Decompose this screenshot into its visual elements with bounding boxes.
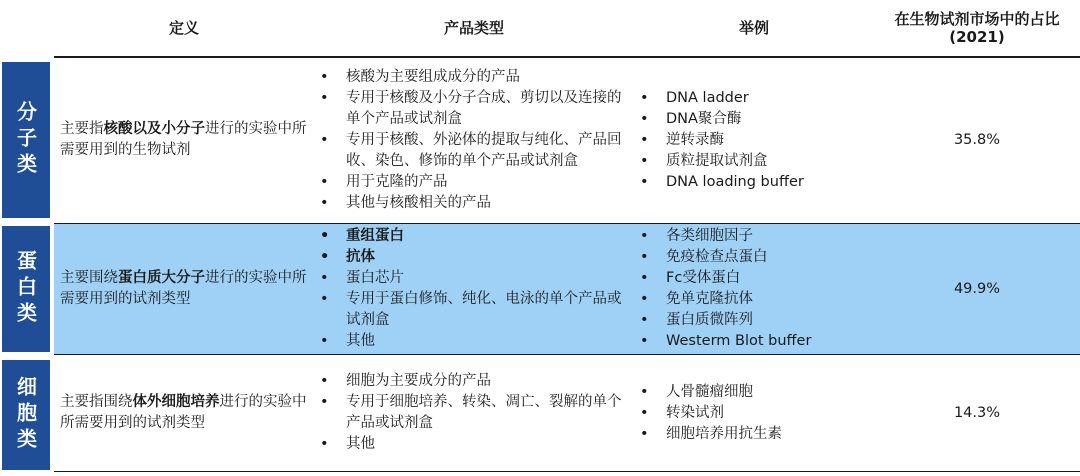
share-value: 35.8% <box>953 131 1001 148</box>
table-row-cell <box>54 355 1080 472</box>
header-share <box>874 0 1080 56</box>
list-item: • 专用于细胞培养、转染、凋亡、裂解的单个产品或试剂盒 <box>314 392 634 434</box>
definition-cell <box>60 57 310 223</box>
list-item: • 逆转录酶 <box>634 130 804 151</box>
category-text: 蛋白类 <box>13 250 38 328</box>
list-item: • 专用于核酸及小分子合成、剪切以及连接的单个产品或试剂盒 <box>314 88 634 130</box>
list-item: • DNA loading buffer <box>634 172 804 193</box>
example-list <box>634 226 811 352</box>
definition-cell <box>60 224 310 354</box>
product-type-cell <box>314 57 634 223</box>
header-example: 举例 <box>738 19 769 37</box>
table-row-molecular <box>54 57 1080 224</box>
definition-pre: 主要围绕 <box>60 270 118 286</box>
list-item: • Westerm Blot buffer <box>634 331 811 352</box>
header-product-type: 产品类型 <box>443 19 504 37</box>
definition-pre: 主要指 <box>60 121 104 137</box>
example-list <box>634 88 804 193</box>
list-item: • DNA聚合酶 <box>634 109 804 130</box>
definition-cell <box>60 355 310 471</box>
product-type-list <box>314 67 634 214</box>
list-item: • 质粒提取试剂盒 <box>634 151 804 172</box>
list-item: • 专用于蛋白修饰、纯化、电泳的单个产品或试剂盒 <box>314 289 634 331</box>
share-value: 49.9% <box>953 280 1001 297</box>
category-text: 细胞类 <box>13 376 38 454</box>
list-item: • 重组蛋白 <box>314 226 634 247</box>
definition-bold: 核酸以及小分子 <box>103 121 205 137</box>
header-share-year: (2021) <box>949 28 1005 46</box>
product-type-cell <box>314 355 634 471</box>
product-type-list <box>314 371 634 455</box>
category-label-molecular <box>2 62 50 218</box>
list-item: • 抗体 <box>314 247 634 268</box>
product-type-cell <box>314 224 634 354</box>
definition-bold: 蛋白质大分子 <box>118 270 205 286</box>
definition-bold: 体外细胞培养 <box>132 394 220 410</box>
list-item: • DNA ladder <box>634 88 804 109</box>
list-item: • 细胞培养用抗生素 <box>634 424 782 445</box>
list-item: • 人骨髓瘤细胞 <box>634 382 782 403</box>
list-item: • 蛋白芯片 <box>314 268 634 289</box>
definition-text <box>60 119 310 161</box>
example-cell <box>634 57 874 223</box>
definition-pre: 主要指围绕 <box>60 394 133 410</box>
list-item: • Fc受体蛋白 <box>634 268 811 289</box>
definition-post: 进行的实验中所需要用到的生物试剂 <box>60 121 307 158</box>
list-item: • 其他与核酸相关的产品 <box>314 193 634 214</box>
list-item: • 免单克隆抗体 <box>634 289 811 310</box>
list-item: • 转染试剂 <box>634 403 782 424</box>
list-item: • 其他 <box>314 434 634 455</box>
list-item: • 细胞为主要成分的产品 <box>314 371 634 392</box>
category-text: 分子类 <box>13 101 38 179</box>
example-cell <box>634 224 874 354</box>
list-item: • 其他 <box>314 331 634 352</box>
list-item: • 蛋白质微阵列 <box>634 310 811 331</box>
list-item: • 专用于核酸、外泌体的提取与纯化、产品回收、染色、修饰的单个产品或试剂盒 <box>314 130 634 172</box>
list-item: • 各类细胞因子 <box>634 226 811 247</box>
category-label-cell <box>2 360 50 470</box>
share-value: 14.3% <box>953 404 1001 421</box>
definition-text <box>60 268 310 310</box>
list-item: • 核酸为主要组成成分的产品 <box>314 67 634 88</box>
category-label-protein <box>2 226 50 352</box>
example-list <box>634 382 782 445</box>
product-type-list <box>314 226 634 352</box>
definition-post: 进行的实验中所需要用到的试剂类型 <box>60 394 307 431</box>
table-row-protein <box>54 223 1080 355</box>
header-share-title: 在生物试剂市场中的占比 <box>894 10 1060 28</box>
example-cell <box>634 355 874 471</box>
list-item: • 用于克隆的产品 <box>314 172 634 193</box>
header-definition: 定义 <box>168 19 199 37</box>
list-item: • 免疫检查点蛋白 <box>634 247 811 268</box>
table-header <box>54 0 1080 58</box>
definition-post: 进行的实验中所需要用到的试剂类型 <box>60 270 307 307</box>
definition-text <box>60 392 310 434</box>
